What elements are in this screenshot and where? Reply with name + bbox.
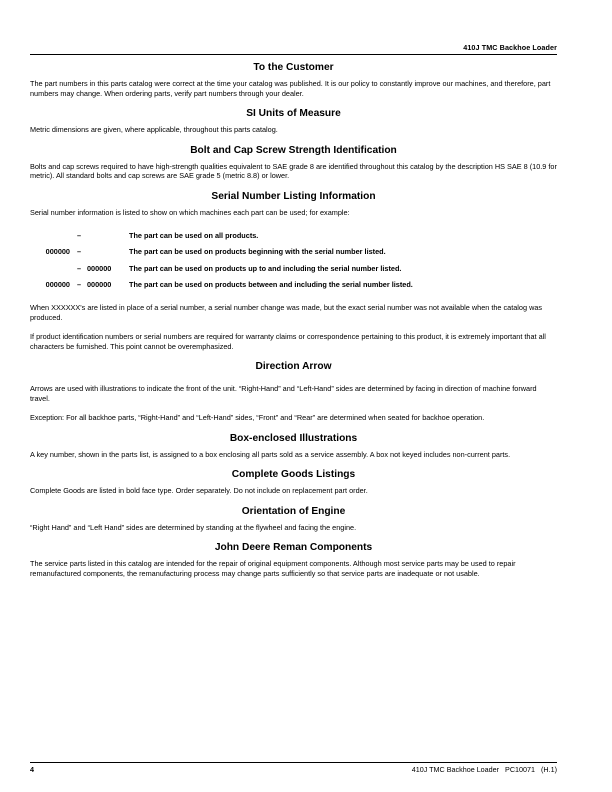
page-number: 4 xyxy=(30,765,34,774)
serial-description: The part can be used on all products. xyxy=(129,230,259,240)
section-heading-serial-number: Serial Number Listing Information xyxy=(211,190,376,202)
section-body-engine-orientation: “Right Hand” and “Left Hand” sides are determined by standing at the flywheel and facing the engine. xyxy=(30,522,357,532)
serial-example-row xyxy=(30,260,557,277)
running-header: 410J TMC Backhoe Loader xyxy=(30,43,557,55)
serial-example-row xyxy=(30,227,557,244)
serial-description: The part can be used on products up to and including the serial number listed. xyxy=(129,263,402,273)
section-heading-complete-goods: Complete Goods Listings xyxy=(231,469,356,480)
section-body-direction-arrow: Arrows are used with illustrations to indicate the front of the unit. “Right-Hand” and “Left-Hand” sides are determined by facing in direction of machine forward travel. xyxy=(30,384,537,403)
serial-note-warranty: If product identification numbers or serial numbers are required for warranty claims or correspondence pertaining to this product, it is extremely important that all characters be furnished. This point cannot be overemphasized. xyxy=(30,332,546,351)
serial-dash: – xyxy=(76,263,82,273)
serial-example-row xyxy=(30,244,557,261)
serial-from: 000000 xyxy=(45,247,70,257)
serial-to: 000000 xyxy=(87,280,112,290)
serial-dash: – xyxy=(76,230,82,240)
serial-note-xxxxxx: When XXXXXX's are listed in place of a serial number, a serial number change was made, but the exact serial number was not available when the catalog was produced. xyxy=(30,303,543,322)
serial-dash: – xyxy=(76,280,82,290)
section-body-serial-number: Serial number information is listed to show on which machines each part can be used; for example: xyxy=(30,207,350,217)
serial-example-row xyxy=(30,277,557,294)
serial-dash: – xyxy=(76,247,82,257)
section-heading-reman: John Deere Reman Components xyxy=(214,542,373,553)
section-body-si-units: Metric dimensions are given, where applicable, throughout this parts catalog. xyxy=(30,125,278,134)
section-heading-box-enclosed: Box-enclosed Illustrations xyxy=(229,432,358,444)
section-body-reman: The service parts listed in this catalog are intended for the repair of original equipment components. Although most service parts may be used to repair remanufactured components, the remanufacturing process may change parts sufficiently so that service parts are inadequate or not usable. xyxy=(30,559,516,578)
serial-example-table xyxy=(30,227,557,293)
section-heading-si-units: SI Units of Measure xyxy=(246,108,341,119)
serial-description: The part can be used on products between and including the serial number listed. xyxy=(129,280,413,290)
section-heading-engine-orientation: Orientation of Engine xyxy=(241,505,346,517)
serial-description: The part can be used on products beginning with the serial number listed. xyxy=(129,247,386,257)
serial-to: 000000 xyxy=(87,263,112,273)
page-content xyxy=(30,62,557,588)
section-body-complete-goods: Complete Goods are listed in bold face type. Order separately. Do not include on replacement part order. xyxy=(30,486,368,495)
serial-from: 000000 xyxy=(45,280,70,290)
section-body-box-enclosed: A key number, shown in the parts list, is assigned to a box enclosing all parts sold as a service assembly. A box not keyed includes non-current parts. xyxy=(30,449,511,459)
section-heading-bolt-strength: Bolt and Cap Screw Strength Identification xyxy=(190,144,397,156)
section-heading-customer: To the Customer xyxy=(253,62,334,73)
page-footer xyxy=(30,762,557,774)
section-body-bolt-strength: Bolts and cap screws required to have high-strength qualities equivalent to SAE grade 8 are identified throughout this catalog by the description HS SAE 8 (10.9 for metric). All standard bolts and cap screws are SAE grade 5 (metric 8.8) or lower. xyxy=(30,161,557,180)
footer-doc-id: 410J TMC Backhoe Loader PC10071 (H.1) xyxy=(411,765,557,774)
section-body-direction-arrow-exception: Exception: For all backhoe parts, “Right-Hand” and “Left-Hand” sides, “Front” and “Rear” are determined when seated for backhoe operation. xyxy=(30,413,485,422)
section-heading-direction-arrow: Direction Arrow xyxy=(255,361,332,372)
section-body-customer: The part numbers in this parts catalog were correct at the time your catalog was published. It is our policy to constantly improve our machines, and therefore, part numbers may change. When ordering parts, verify part numbers through your dealer. xyxy=(30,79,551,98)
